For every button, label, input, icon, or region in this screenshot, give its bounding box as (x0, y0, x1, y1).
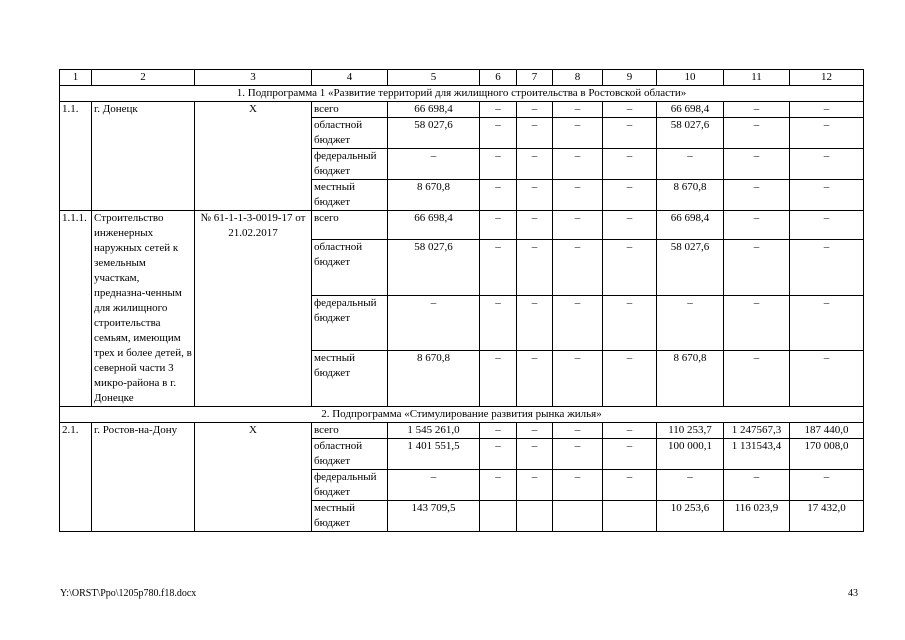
value-cell-c9: – (603, 351, 657, 407)
item-document: X (195, 102, 312, 211)
column-header: 12 (790, 70, 864, 86)
value-cell-c10: 58 027,6 (657, 118, 724, 149)
value-cell-c7: – (517, 149, 553, 180)
column-header: 5 (388, 70, 480, 86)
value-cell-c9 (603, 501, 657, 532)
value-cell-c12: 170 008,0 (790, 439, 864, 470)
value-cell-c9: – (603, 211, 657, 240)
value-cell-c6: – (480, 439, 517, 470)
value-cell-c11: – (724, 118, 790, 149)
value-cell-c10: 8 670,8 (657, 351, 724, 407)
value-cell-c10: 10 253,6 (657, 501, 724, 532)
header-row (60, 70, 864, 86)
table-row (60, 423, 864, 439)
value-cell-c12: – (790, 470, 864, 501)
value-cell-c5: – (388, 149, 480, 180)
value-cell-c10: 8 670,8 (657, 180, 724, 211)
value-cell-c6: – (480, 423, 517, 439)
value-cell-c9: – (603, 439, 657, 470)
value-cell-c9: – (603, 102, 657, 118)
value-cell-c6: – (480, 470, 517, 501)
item-name: Строительство инженерных наружных сетей к земельным участкам, предназна-ченным для жилищного строительства семьям, имеющим трех и более детей, в северной части 3 микро-района в г. Донецке (92, 211, 195, 407)
value-cell-c7: – (517, 211, 553, 240)
value-cell-c7: – (517, 180, 553, 211)
column-header: 1 (60, 70, 92, 86)
value-cell-c5: 66 698,4 (388, 211, 480, 240)
funding-source: областной бюджет (312, 239, 388, 295)
value-cell-c5: 1 401 551,5 (388, 439, 480, 470)
item-number: 2.1. (60, 423, 92, 532)
value-cell-c6: – (480, 102, 517, 118)
value-cell-c10: 110 253,7 (657, 423, 724, 439)
value-cell-c9: – (603, 295, 657, 351)
funding-source: всего (312, 102, 388, 118)
budget-table (59, 69, 864, 532)
value-cell-c9: – (603, 423, 657, 439)
value-cell-c11: – (724, 239, 790, 295)
value-cell-c7: – (517, 295, 553, 351)
table-row (60, 102, 864, 118)
value-cell-c5: 58 027,6 (388, 118, 480, 149)
value-cell-c6: – (480, 180, 517, 211)
value-cell-c5: 143 709,5 (388, 501, 480, 532)
footer-file-path: Y:\ORST\Ppo\1205p780.f18.docx (60, 588, 197, 599)
value-cell-c7: – (517, 351, 553, 407)
item-name: г. Донецк (92, 102, 195, 211)
value-cell-c5: 66 698,4 (388, 102, 480, 118)
column-header: 11 (724, 70, 790, 86)
value-cell-c11: – (724, 149, 790, 180)
value-cell-c10: 66 698,4 (657, 102, 724, 118)
value-cell-c11: – (724, 102, 790, 118)
value-cell-c5: 8 670,8 (388, 180, 480, 211)
value-cell-c12: – (790, 180, 864, 211)
value-cell-c6: – (480, 295, 517, 351)
value-cell-c6: – (480, 149, 517, 180)
value-cell-c6 (480, 501, 517, 532)
value-cell-c8: – (553, 211, 603, 240)
value-cell-c5: 1 545 261,0 (388, 423, 480, 439)
value-cell-c8 (553, 501, 603, 532)
value-cell-c7: – (517, 239, 553, 295)
funding-source: местный бюджет (312, 501, 388, 532)
value-cell-c12: – (790, 295, 864, 351)
value-cell-c7 (517, 501, 553, 532)
value-cell-c10: – (657, 470, 724, 501)
value-cell-c11: 116 023,9 (724, 501, 790, 532)
value-cell-c11: 1 247567,3 (724, 423, 790, 439)
value-cell-c11: – (724, 180, 790, 211)
column-header: 2 (92, 70, 195, 86)
value-cell-c5: – (388, 295, 480, 351)
value-cell-c7: – (517, 102, 553, 118)
column-header: 3 (195, 70, 312, 86)
value-cell-c12: – (790, 351, 864, 407)
column-header: 10 (657, 70, 724, 86)
value-cell-c10: – (657, 295, 724, 351)
item-number: 1.1.1. (60, 211, 92, 407)
funding-source: всего (312, 423, 388, 439)
value-cell-c8: – (553, 351, 603, 407)
value-cell-c7: – (517, 470, 553, 501)
column-header: 6 (480, 70, 517, 86)
column-header: 8 (553, 70, 603, 86)
value-cell-c5: 8 670,8 (388, 351, 480, 407)
value-cell-c6: – (480, 211, 517, 240)
item-number: 1.1. (60, 102, 92, 211)
value-cell-c8: – (553, 423, 603, 439)
funding-source: федеральный бюджет (312, 149, 388, 180)
value-cell-c12: – (790, 102, 864, 118)
value-cell-c11: – (724, 351, 790, 407)
value-cell-c5: – (388, 470, 480, 501)
value-cell-c6: – (480, 351, 517, 407)
value-cell-c5: 58 027,6 (388, 239, 480, 295)
section-row (60, 86, 864, 102)
value-cell-c11: – (724, 211, 790, 240)
value-cell-c9: – (603, 118, 657, 149)
funding-source: федеральный бюджет (312, 295, 388, 351)
section-row (60, 407, 864, 423)
value-cell-c10: 66 698,4 (657, 211, 724, 240)
value-cell-c9: – (603, 470, 657, 501)
item-document: X (195, 423, 312, 532)
value-cell-c7: – (517, 423, 553, 439)
funding-source: областной бюджет (312, 439, 388, 470)
funding-source: федеральный бюджет (312, 470, 388, 501)
value-cell-c12: – (790, 239, 864, 295)
value-cell-c11: 1 131543,4 (724, 439, 790, 470)
value-cell-c7: – (517, 118, 553, 149)
value-cell-c12: 17 432,0 (790, 501, 864, 532)
item-document: № 61-1-1-3-0019-17 от 21.02.2017 (195, 211, 312, 407)
value-cell-c8: – (553, 470, 603, 501)
section-title: 2. Подпрограмма «Стимулирование развития рынка жилья» (60, 407, 864, 423)
funding-source: местный бюджет (312, 351, 388, 407)
value-cell-c8: – (553, 149, 603, 180)
value-cell-c12: – (790, 149, 864, 180)
funding-source: всего (312, 211, 388, 240)
value-cell-c8: – (553, 180, 603, 211)
section-title: 1. Подпрограмма 1 «Развитие территорий для жилищного строительства в Ростовской области» (60, 86, 864, 102)
item-name: г. Ростов-на-Дону (92, 423, 195, 532)
value-cell-c8: – (553, 118, 603, 149)
funding-source: местный бюджет (312, 180, 388, 211)
column-header: 4 (312, 70, 388, 86)
value-cell-c12: – (790, 211, 864, 240)
value-cell-c8: – (553, 295, 603, 351)
funding-source: областной бюджет (312, 118, 388, 149)
page-number: 43 (848, 588, 858, 599)
value-cell-c12: – (790, 118, 864, 149)
value-cell-c8: – (553, 239, 603, 295)
value-cell-c8: – (553, 102, 603, 118)
column-header: 9 (603, 70, 657, 86)
value-cell-c10: 100 000,1 (657, 439, 724, 470)
value-cell-c9: – (603, 180, 657, 211)
value-cell-c9: – (603, 239, 657, 295)
value-cell-c11: – (724, 470, 790, 501)
value-cell-c11: – (724, 295, 790, 351)
value-cell-c6: – (480, 118, 517, 149)
value-cell-c7: – (517, 439, 553, 470)
value-cell-c8: – (553, 439, 603, 470)
value-cell-c6: – (480, 239, 517, 295)
column-header: 7 (517, 70, 553, 86)
value-cell-c10: 58 027,6 (657, 239, 724, 295)
table-row (60, 211, 864, 240)
value-cell-c12: 187 440,0 (790, 423, 864, 439)
value-cell-c10: – (657, 149, 724, 180)
value-cell-c9: – (603, 149, 657, 180)
